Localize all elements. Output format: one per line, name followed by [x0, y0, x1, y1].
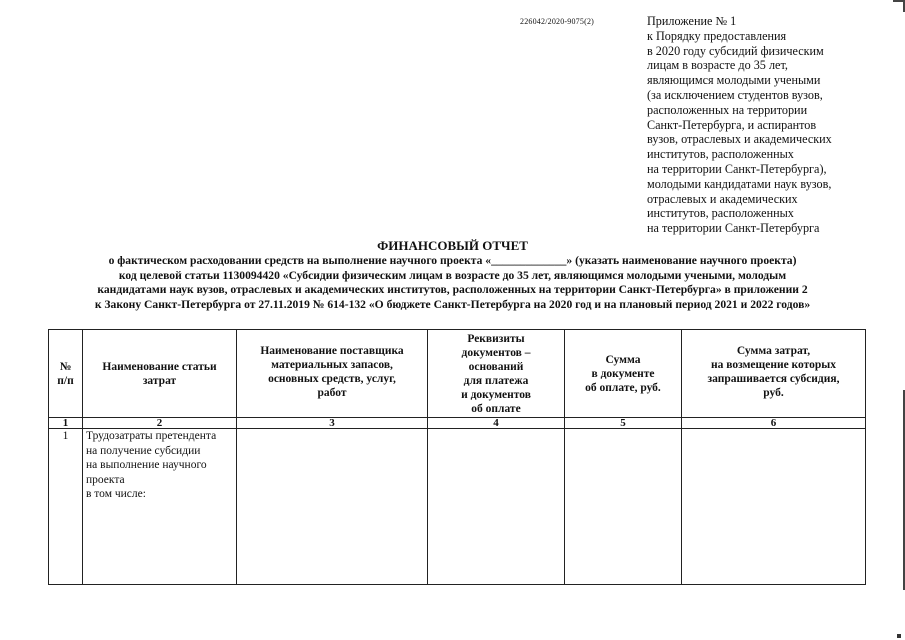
- column-number: 4: [428, 418, 565, 429]
- appendix-line: на территории Санкт-Петербурга: [647, 221, 820, 236]
- subtitle-line: кандидатами наук вузов, отраслевых и академических институтов, расположенных на территории Санкт-Петербурга» в приложении 2: [97, 283, 808, 297]
- scan-dot: [897, 634, 901, 638]
- subtitle-line: к Закону Санкт-Петербурга от 27.11.2019 № 614-132 «О бюджете Санкт-Петербурга на 2020 год и на плановый период 2021 и 2022 годов»: [94, 297, 811, 311]
- column-number: 5: [565, 418, 682, 429]
- subtitle-line: код целевой статьи 1130094420 «Субсидии физическим лицам в возрасте до 35 лет, являющимся молодыми учеными, молодым: [118, 268, 787, 282]
- scan-corner-mark: [893, 0, 905, 12]
- table-row: [49, 429, 866, 585]
- subtitle-line: о фактическом расходовании средств на выполнение научного проекта «_____________» (указать наименование научного проекта): [108, 254, 797, 267]
- appendix-line: институтов, расположенных: [647, 147, 794, 162]
- header-sum-requested: Сумма затрат, на возмещение которых запрашивается субсидия, руб.: [682, 330, 866, 418]
- column-number: 6: [682, 418, 866, 429]
- appendix-line: к Порядку предоставления: [647, 28, 787, 43]
- row-supplier: [237, 429, 428, 585]
- appendix-line: лицам в возрасте до 35 лет,: [647, 58, 788, 73]
- row-sum-requested: [682, 429, 866, 585]
- column-number: 1: [49, 418, 83, 429]
- header-sum-document: Сумма в документе об оплате, руб.: [565, 330, 682, 418]
- column-number-row: [49, 418, 866, 429]
- appendix-line: Санкт-Петербурга, и аспирантов: [647, 117, 817, 132]
- header-item: Наименование статьи затрат: [83, 330, 237, 418]
- table-header-row: [49, 330, 866, 418]
- appendix-line: вузов, отраслевых и академических: [647, 132, 832, 147]
- row-sum-document: [565, 429, 682, 585]
- column-number: 3: [237, 418, 428, 429]
- appendix-line: (за исключением студентов вузов,: [647, 87, 823, 102]
- appendix-line: молодыми кандидатами наук вузов,: [647, 176, 832, 191]
- appendix-line: отраслевых и академических: [647, 191, 798, 206]
- appendix-line: институтов, расположенных: [647, 206, 794, 221]
- report-title: ФИНАНСОВЫЙ ОТЧЕТ: [377, 238, 528, 253]
- appendix-block: [647, 14, 897, 236]
- document-number: 226042/2020-9075(2): [520, 17, 595, 26]
- financial-report-table: [48, 329, 866, 585]
- header-number: № п/п: [49, 330, 83, 418]
- row-item-name: Трудозатраты претендента на получение субсидии на выполнение научного проекта в том числе:: [83, 429, 237, 585]
- appendix-line: Приложение № 1: [647, 14, 737, 28]
- appendix-line: в 2020 году субсидий физическим: [647, 43, 824, 58]
- appendix-line: на территории Санкт-Петербурга),: [647, 161, 827, 176]
- appendix-line: расположенных на территории: [647, 102, 808, 117]
- report-subtitle: [40, 254, 865, 312]
- column-number: 2: [83, 418, 237, 429]
- row-documents: [428, 429, 565, 585]
- row-number: 1: [49, 429, 83, 585]
- header-supplier: Наименование поставщика материальных запасов, основных средств, услуг, работ: [237, 330, 428, 418]
- appendix-line: являющимся молодыми учеными: [647, 73, 821, 88]
- header-documents: Реквизиты документов – оснований для платежа и документов об оплате: [428, 330, 565, 418]
